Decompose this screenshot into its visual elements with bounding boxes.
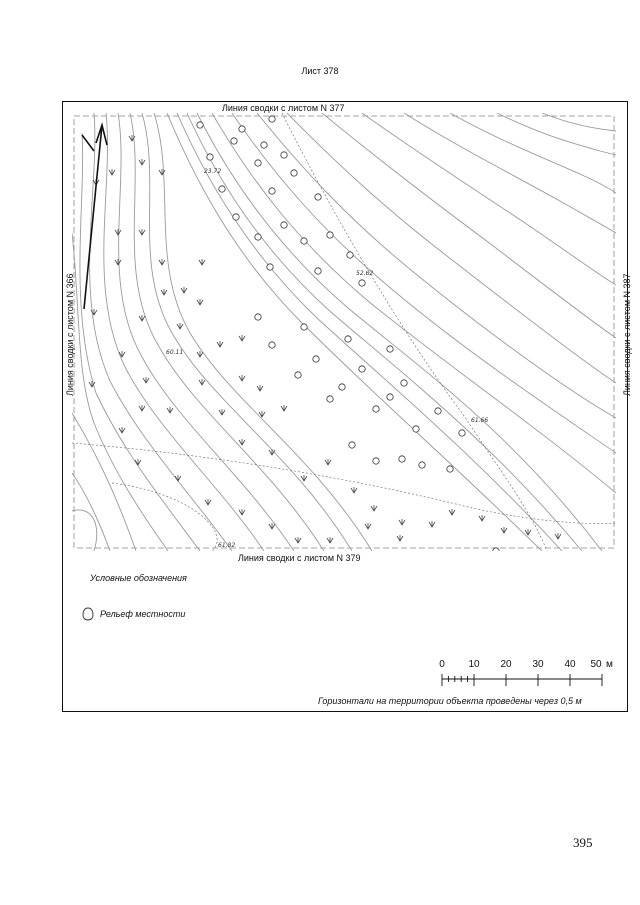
grass-mark <box>281 405 287 411</box>
grass-mark <box>139 159 145 165</box>
survey-marker <box>197 122 203 128</box>
grass-mark <box>177 323 183 329</box>
survey-marker <box>261 142 267 148</box>
survey-marker <box>373 458 379 464</box>
survey-marker <box>233 214 239 220</box>
grass-mark <box>269 449 275 455</box>
grass-mark <box>257 385 263 391</box>
survey-markers <box>197 116 499 551</box>
survey-marker <box>269 188 275 194</box>
grass-mark <box>325 459 331 465</box>
survey-marker <box>239 126 245 132</box>
edge-label-right: Линия сводки с листом N 387 <box>622 273 632 396</box>
grass-mark <box>159 259 165 265</box>
elevation-label: 23.72 <box>204 168 222 175</box>
survey-marker <box>295 372 301 378</box>
grass-mark <box>399 519 405 525</box>
planning-lines <box>72 113 616 551</box>
grass-mark <box>351 487 357 493</box>
survey-marker <box>301 324 307 330</box>
grass-mark <box>365 523 371 529</box>
survey-marker <box>413 426 419 432</box>
map-canvas <box>72 113 616 551</box>
grass-mark <box>239 509 245 515</box>
grass-mark <box>239 335 245 341</box>
grass-mark <box>525 529 531 535</box>
grass-mark <box>429 521 435 527</box>
scale-bar <box>436 659 616 689</box>
edge-label-top: Линия сводки с листом N 377 <box>222 103 345 113</box>
legend-item <box>82 607 185 621</box>
survey-marker <box>267 264 273 270</box>
contour-lines <box>72 113 616 551</box>
survey-marker <box>315 268 321 274</box>
relief-marker-icon <box>82 607 94 621</box>
scale-tick-label: 50 <box>590 659 602 670</box>
scale-ruler <box>436 659 616 689</box>
grass-mark <box>139 229 145 235</box>
sheet-border <box>74 116 614 548</box>
elevation-label: 52.62 <box>356 270 374 277</box>
survey-marker <box>255 234 261 240</box>
grass-mark <box>175 475 181 481</box>
survey-marker <box>327 232 333 238</box>
grass-mark <box>143 377 149 383</box>
survey-marker <box>327 396 333 402</box>
survey-marker <box>219 186 225 192</box>
sheet-title: Лист 378 <box>301 66 339 76</box>
scale-tick-label: 30 <box>532 659 544 670</box>
grass-mark <box>555 533 561 539</box>
scale-tick-label: 10 <box>468 659 480 670</box>
grass-mark <box>327 537 333 543</box>
scale-tick-label: 0 <box>439 659 445 670</box>
grass-mark <box>199 259 205 265</box>
grass-mark <box>217 341 223 347</box>
grass-mark <box>115 259 121 265</box>
survey-marker <box>399 456 405 462</box>
survey-marker <box>349 442 355 448</box>
survey-marker <box>231 138 237 144</box>
topographic-map[interactable] <box>72 113 616 551</box>
elevation-label: 61.82 <box>218 542 236 549</box>
grass-marks <box>89 135 561 543</box>
survey-marker <box>345 336 351 342</box>
survey-marker <box>281 222 287 228</box>
survey-marker <box>401 380 407 386</box>
grass-mark <box>115 229 121 235</box>
survey-marker <box>387 394 393 400</box>
survey-marker <box>359 280 365 286</box>
survey-marker <box>359 366 365 372</box>
grass-mark <box>295 537 301 543</box>
survey-marker <box>281 152 287 158</box>
survey-marker <box>269 116 275 122</box>
grass-mark <box>139 405 145 411</box>
survey-marker <box>459 430 465 436</box>
survey-marker <box>207 154 213 160</box>
survey-marker <box>301 238 307 244</box>
survey-marker <box>313 356 319 362</box>
elevation-label: 60.11 <box>166 349 184 356</box>
survey-marker <box>493 548 499 551</box>
scale-unit: м <box>606 659 613 670</box>
grass-mark <box>181 287 187 293</box>
grass-mark <box>449 509 455 515</box>
grass-mark <box>239 439 245 445</box>
grass-mark <box>135 459 141 465</box>
grass-mark <box>371 505 377 511</box>
grass-mark <box>239 375 245 381</box>
legend-title: Условные обозначения <box>90 573 187 583</box>
survey-marker <box>339 384 345 390</box>
survey-marker <box>255 160 261 166</box>
scale-tick-label: 40 <box>564 659 576 670</box>
grass-mark <box>219 409 225 415</box>
survey-marker <box>419 462 425 468</box>
survey-marker <box>373 406 379 412</box>
grass-mark <box>205 499 211 505</box>
edge-label-left: Линия сводки с листом N 366 <box>65 273 75 396</box>
grass-mark <box>167 407 173 413</box>
grass-mark <box>259 411 265 417</box>
grass-mark <box>397 535 403 541</box>
survey-marker <box>315 194 321 200</box>
survey-marker <box>291 170 297 176</box>
grass-mark <box>197 299 203 305</box>
grass-mark <box>301 475 307 481</box>
grass-mark <box>479 515 485 521</box>
grass-mark <box>119 427 125 433</box>
grass-mark <box>139 315 145 321</box>
legend-item-label: Рельеф местности <box>100 609 186 619</box>
survey-marker <box>347 252 353 258</box>
survey-marker <box>387 346 393 352</box>
edge-label-bottom: Линия сводки с листом N 379 <box>238 553 361 563</box>
contour-interval-note: Горизонтали на территории объекта проведены через 0,5 м <box>318 696 582 706</box>
grass-mark <box>269 523 275 529</box>
survey-marker <box>269 342 275 348</box>
grass-mark <box>501 527 507 533</box>
scale-tick-label: 20 <box>500 659 512 670</box>
page-number: 395 <box>573 835 593 850</box>
grass-mark <box>109 169 115 175</box>
survey-marker <box>255 314 261 320</box>
survey-marker <box>435 408 441 414</box>
elevation-label: 61.66 <box>471 417 489 424</box>
grass-mark <box>161 289 167 295</box>
grass-mark <box>199 379 205 385</box>
survey-marker <box>447 466 453 472</box>
